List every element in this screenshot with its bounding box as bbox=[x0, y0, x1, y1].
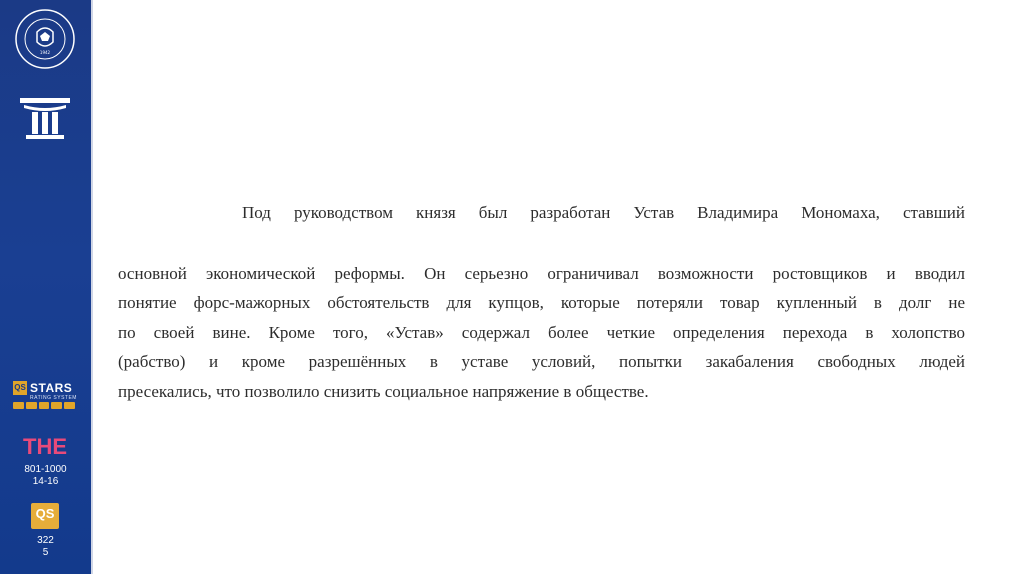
star-icon bbox=[39, 402, 50, 409]
paragraph-line: понятие форс-мажорных обстоятельств для купцов, которые потеряли товар купленный в долг не bbox=[118, 293, 965, 313]
qs-ranking-value bbox=[0, 535, 91, 559]
qs-rank-line-2: 5 bbox=[42, 547, 49, 558]
paragraph-line: пресекались, что позволило снизить социальное напряжение в обществе. bbox=[118, 381, 649, 401]
stars-subtitle: RATING SYSTEM bbox=[30, 395, 77, 401]
qs-ranking-logo: QS bbox=[31, 503, 59, 529]
sidebar bbox=[0, 0, 91, 574]
the-ranking-value bbox=[0, 464, 91, 488]
qs-rank-line-1: 322 bbox=[37, 535, 54, 546]
the-rank-line-2: 14-16 bbox=[32, 476, 59, 487]
paragraph-line: Под руководством князя был разработан Устав Владимира Мономаха, ставший bbox=[242, 203, 965, 222]
paragraph-body bbox=[118, 259, 965, 406]
stars-title: STARS bbox=[30, 381, 73, 395]
stars-rating-row bbox=[13, 402, 75, 410]
qs-stars-badge bbox=[13, 381, 77, 411]
star-icon bbox=[64, 402, 75, 409]
column-logo bbox=[18, 96, 72, 140]
university-seal-logo bbox=[14, 8, 76, 70]
paragraph-line: основной экономической реформы. Он серьезно ограничивал возможности ростовщиков и вводил bbox=[118, 264, 965, 283]
qs-stars-box: QS bbox=[13, 381, 27, 395]
svg-text:1942: 1942 bbox=[39, 50, 51, 55]
star-icon bbox=[26, 402, 37, 409]
the-rank-line-1: 801-1000 bbox=[24, 464, 67, 475]
paragraph-line: (рабство) и кроме разрешённых в уставе условий, попытки закабаления свободных людей bbox=[118, 352, 965, 372]
star-icon bbox=[13, 402, 24, 409]
the-ranking-logo bbox=[23, 428, 67, 462]
paragraph-line: по своей вине. Кроме того, «Устав» содержал более четкие определения перехода в холопство bbox=[118, 322, 965, 342]
star-icon bbox=[51, 402, 62, 409]
sidebar-divider bbox=[91, 0, 93, 574]
svg-text:THE: THE bbox=[23, 434, 67, 459]
